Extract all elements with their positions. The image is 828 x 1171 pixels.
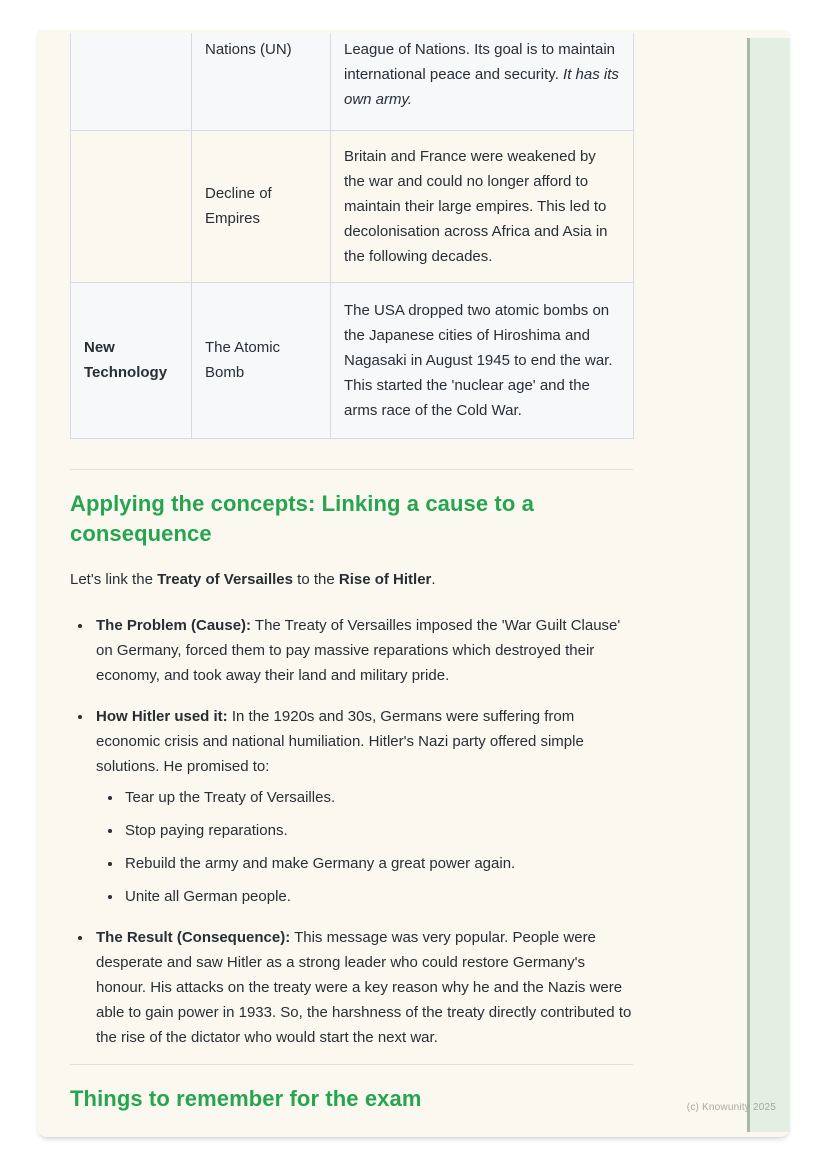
table-row-decline-of-empires [71, 130, 634, 282]
sublist-item: • Rebuild the army and make Germany a great power again. [123, 851, 633, 876]
section-divider [70, 1064, 633, 1065]
key-concepts-table [70, 33, 634, 439]
list-item-text: This message was very popular. People were desperate and saw Hitler as a strong leader who could restore Germany's honour. His attacks on the treaty were a key reason why he and the Nazis were able to gain power in 1933. So, the harshness of the treaty directly contributed to the rise of the dictator who would start the next war. [96, 928, 632, 1046]
table-cell-category [71, 130, 192, 282]
table-cell-term: The Atomic Bomb [192, 282, 331, 438]
table-cell-category: New Technology [71, 282, 192, 438]
table-cell-description: The USA dropped two atomic bombs on the Japanese cities of Hiroshima and Nagasaki in August 1945 to end the war. This started the 'nuclear age' and the arms race of the Cold War. [331, 282, 634, 438]
table-cell-term: Nations (UN) [192, 33, 331, 130]
section-heading-things-to-remember: Things to remember for the exam [70, 1085, 422, 1111]
section-heading-applying-concepts: Applying the concepts: Linking a cause to a consequence [70, 490, 534, 546]
intro-paragraph [70, 567, 633, 592]
table-row-united-nations [71, 33, 634, 130]
list-item-text: The Treaty of Versailles imposed the 'War Guilt Clause' on Germany, forced them to pay massive reparations which destroyed their economy, and took away their land and military pride. [96, 616, 621, 684]
hitler-promises-sublist [96, 785, 633, 909]
sublist-item: • Unite all German people. [123, 884, 633, 909]
list-item-text: In the 1920s and 30s, Germans were suffering from economic crisis and national humiliation. Hitler's Nazi party offered simple solutions. He promised to: [96, 707, 584, 775]
page-edge-bar [747, 38, 790, 1132]
table-cell-category [71, 33, 192, 130]
sublist-item: • Stop paying reparations. [123, 818, 633, 843]
intro-text: Let's link the [70, 570, 158, 588]
table-cell-term: Decline of Empires [192, 130, 331, 282]
section-divider [70, 469, 633, 470]
watermark: (c) Knowunity 2025 [686, 1102, 776, 1113]
description-text: League of Nations. Its goal is to maintain international peace and security. [344, 41, 615, 83]
list-item-lead-bold: The Problem (Cause): [96, 616, 252, 634]
list-item-lead-bold: How Hitler used it: [96, 707, 228, 725]
intro-text: to the [293, 570, 339, 588]
intro-text: . [431, 570, 436, 588]
table-cell-description [331, 33, 634, 130]
table-row-atomic-bomb [71, 282, 634, 438]
list-item-result-consequence [93, 925, 633, 1050]
sublist-item: • Tear up the Treaty of Versailles. [123, 785, 633, 810]
document-page [37, 30, 790, 1137]
intro-bold-hitler: Rise of Hitler [338, 570, 432, 588]
list-item-problem-cause [93, 613, 633, 688]
list-item-lead-bold: The Result (Consequence): [96, 928, 291, 946]
table-cell-description: Britain and France were weakened by the war and could no longer afford to maintain their large empires. This led to decolonisation across Africa and Asia in the following decades. [331, 130, 634, 282]
description-italic-text: It has its own army. [344, 66, 619, 108]
cause-consequence-list [70, 613, 633, 1050]
intro-bold-treaty: Treaty of Versailles [157, 570, 293, 588]
list-item-how-hitler-used-it [93, 704, 633, 909]
document-content [70, 33, 633, 1114]
